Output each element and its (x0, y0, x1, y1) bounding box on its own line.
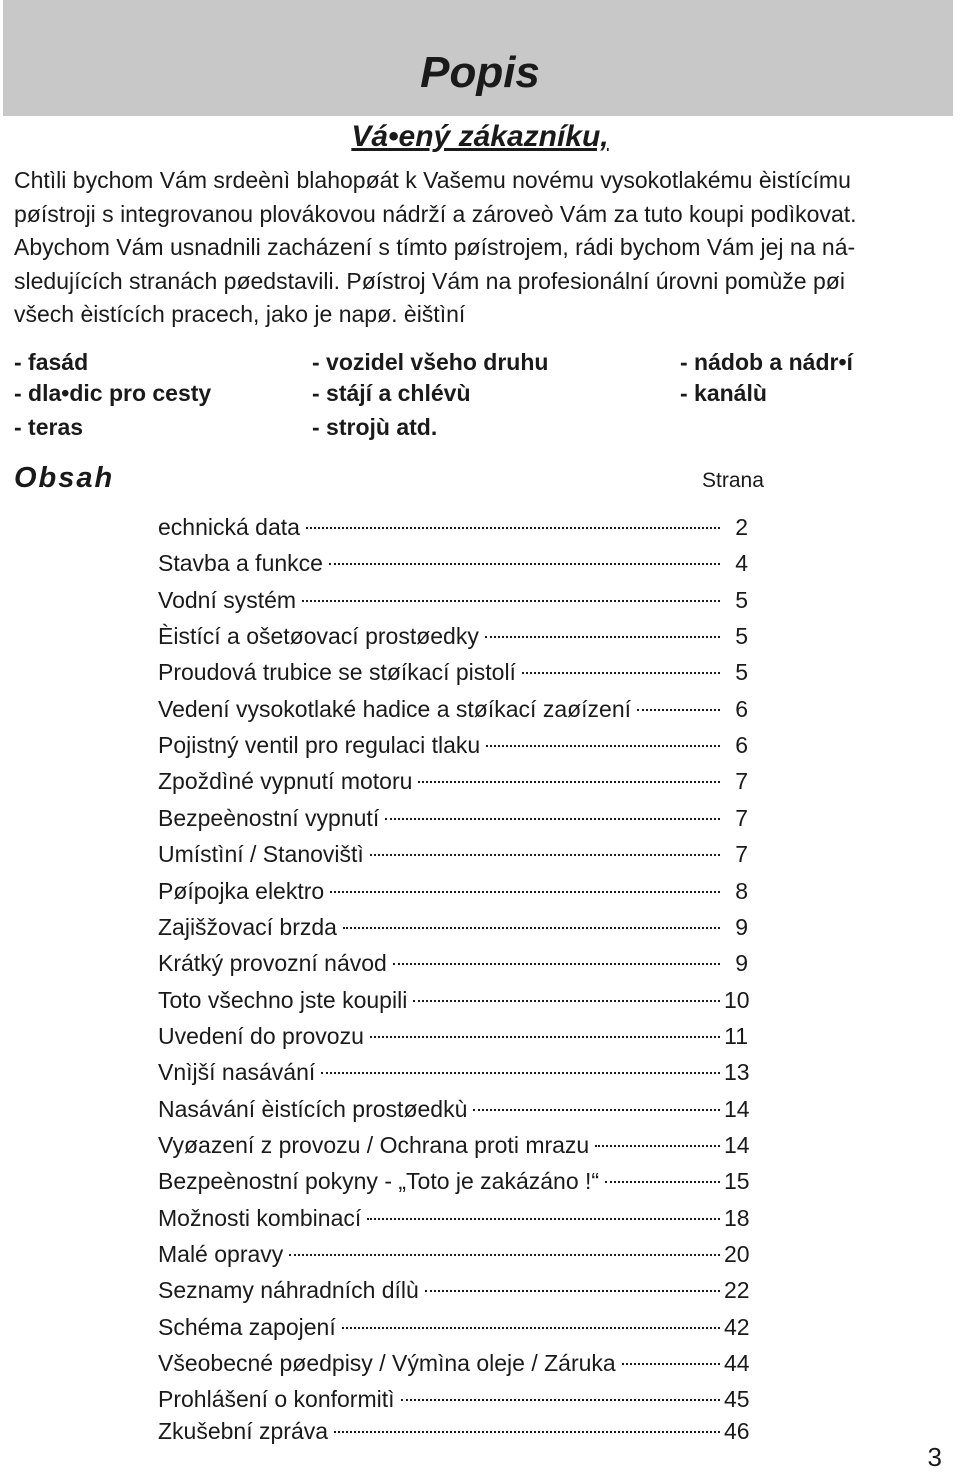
intro-line: všech èistících pracech, jako je napø. èištìní (14, 301, 466, 327)
toc-leader-dots (302, 600, 720, 602)
toc-entry-title: Nasávání èistících prostøedkù (158, 1095, 468, 1122)
toc-leader-dots (367, 1218, 720, 1220)
toc-entry-page: 2 (735, 514, 748, 540)
toc-entry (158, 548, 748, 578)
toc-entry-title: Umístìní / Stanovištì (158, 841, 364, 868)
toc-leader-dots (637, 709, 720, 711)
toc-entry-page: 5 (735, 586, 748, 613)
intro-text (14, 164, 944, 332)
toc-leader-dots (330, 891, 720, 893)
toc-leader-dots (289, 1254, 720, 1256)
toc-leader-dots (401, 1399, 720, 1401)
toc-entry-page: 5 (735, 623, 748, 650)
intro-line: Chtìli bychom Vám srdeènì blahopøát k Vašemu novému vysokotlakému èistícímu (14, 167, 851, 193)
toc-leader-dots (413, 1000, 720, 1002)
toc-entry-title: Èistící a ošetøovací prostøedky (158, 623, 479, 650)
toc-entry-title: Zpoždìné vypnutí motoru (158, 768, 413, 795)
toc-entry-title: Schéma zapojení (158, 1313, 336, 1340)
toc-leader-dots (393, 963, 720, 965)
toc-entry-page: 46 (724, 1417, 750, 1444)
intro-line: sledujících stranách pøedstavili. Pøístroj Vám na profesionální úrovni pomùže pøi (14, 267, 845, 294)
toc-entry-page: 10 (724, 986, 750, 1013)
use-item: - teras (14, 414, 84, 440)
toc-entry-title: Toto všechno jste koupili (158, 986, 408, 1013)
toc-leader-dots (485, 636, 720, 638)
toc-leader-dots (486, 745, 720, 747)
toc-entry-title: Uvedení do provozu (158, 1022, 364, 1049)
intro-line: pøístroji s integrovanou plovákovou nádrží a zároveò Vám za tuto koupi podìkovat. (14, 200, 857, 227)
toc-entry (158, 839, 748, 869)
toc-leader-dots (425, 1290, 720, 1292)
toc-entry-title: Krátký provozní návod (158, 950, 387, 977)
toc-entry-title: Vodní systém (158, 586, 297, 613)
intro-paragraph-1 (14, 164, 944, 231)
toc-entry-title: Seznamy náhradních dílù (158, 1277, 419, 1304)
toc-entry-title: Bezpeènostní pokyny - „Toto je zakázáno !“ (158, 1168, 600, 1195)
toc-entry (158, 948, 748, 978)
toc-entry (158, 694, 748, 724)
toc-entry-title: Pøípojka elektro (158, 877, 325, 904)
toc-entry (158, 1312, 748, 1342)
toc-entry (158, 621, 748, 651)
toc-leader-dots (342, 1327, 720, 1329)
use-item: - nádob a nádr•í (680, 349, 853, 375)
toc-entry-page: 13 (724, 1059, 750, 1086)
toc-entry-page: 44 (724, 1350, 750, 1377)
toc-entry-page: 9 (735, 950, 748, 977)
use-item: - strojù atd. (312, 414, 438, 440)
toc-entry-page: 6 (735, 695, 748, 722)
toc-entry-title: Pojistný ventil pro regulaci tlaku (158, 732, 481, 759)
toc-entry (158, 1021, 748, 1051)
toc-entry (158, 1094, 748, 1124)
toc-entry (158, 803, 748, 833)
toc-leader-dots (522, 672, 720, 674)
toc-entry-page: 5 (735, 659, 748, 686)
toc-entry-title: Všeobecné pøedpisy / Výmìna oleje / Záruka (158, 1350, 616, 1377)
toc-entry (158, 1166, 748, 1196)
toc-entry-page: 14 (724, 1131, 750, 1158)
toc-leader-dots (385, 818, 720, 820)
toc-entry-page: 7 (735, 841, 748, 868)
toc-leader-dots (418, 781, 720, 783)
toc-leader-dots (334, 1431, 720, 1433)
toc-entry-title: Vyøazení z provozu / Ochrana proti mrazu (158, 1131, 590, 1158)
use-item: - fasád (14, 349, 89, 375)
toc-entry-page: 22 (724, 1277, 750, 1304)
toc-entry (158, 730, 748, 760)
toc-entry-page: 7 (735, 804, 748, 831)
use-item: - dla•dic pro cesty (14, 380, 212, 406)
page-number: 3 (927, 1442, 942, 1472)
toc-entry-page: 45 (724, 1386, 750, 1413)
toc-entry (158, 512, 748, 542)
toc-entry (158, 1384, 748, 1414)
toc-entry-page: 15 (724, 1168, 750, 1195)
intro-paragraph-2 (14, 231, 944, 332)
toc-entry (158, 1275, 748, 1305)
toc-entry (158, 1130, 748, 1160)
toc-heading: Obsah (14, 462, 115, 494)
toc-entry-title: Vnìjší nasávání (158, 1059, 316, 1086)
toc-entry-page: 11 (724, 1022, 748, 1049)
toc-leader-dots (306, 527, 720, 529)
toc-entry-page: 8 (735, 877, 748, 904)
toc-entry (158, 1203, 748, 1233)
toc-entry (158, 985, 748, 1015)
toc-entry-page: 4 (735, 550, 748, 577)
toc-entry-title: Prohlášení o konformitì (158, 1386, 395, 1413)
greeting: Vá•ený zákazníku, (351, 120, 609, 153)
use-item: - kanálù (680, 380, 767, 406)
toc-entry (158, 585, 748, 615)
toc-entry (158, 876, 748, 906)
use-item: - vozidel všeho druhu (312, 349, 549, 375)
toc-entry (158, 912, 748, 942)
toc-entry-title: Zajišžovací brzda (158, 913, 337, 940)
intro-line: Abychom Vám usnadnili zacházení s tímto pøístrojem, rádi bychom Vám jej na ná- (14, 234, 856, 260)
toc-leader-dots (622, 1363, 720, 1365)
toc-entry-page: 20 (724, 1241, 750, 1267)
toc-entry-page: 14 (724, 1095, 750, 1122)
toc-leader-dots (329, 563, 720, 565)
toc-leader-dots (595, 1145, 720, 1147)
toc-entry (158, 1057, 748, 1087)
toc-leader-dots (473, 1109, 720, 1111)
toc-entry-title: Stavba a funkce (158, 550, 323, 577)
toc-leader-dots (605, 1181, 720, 1183)
toc-leader-dots (370, 1036, 720, 1038)
toc-leader-dots (370, 854, 720, 856)
toc-entry (158, 1416, 748, 1446)
toc-entry (158, 1239, 748, 1269)
toc-entry (158, 1348, 748, 1378)
toc-entry-page: 42 (724, 1313, 750, 1340)
toc-entry-page: 18 (724, 1204, 750, 1231)
page-title: Popis (420, 48, 540, 97)
toc-entry-title: Malé opravy (158, 1241, 284, 1267)
toc-entry-page: 9 (735, 913, 748, 940)
toc-entry-title: Proudová trubice se støíkací pistolí (158, 659, 516, 686)
toc-entry-page: 6 (735, 732, 748, 759)
toc-entry-title: echnická data (158, 514, 300, 540)
toc-leader-dots (321, 1072, 720, 1074)
toc-entry (158, 766, 748, 796)
toc-entry (158, 657, 748, 687)
toc-page-column-label: Strana (702, 469, 764, 492)
use-item: - stájí a chlévù (312, 380, 471, 406)
toc-entry-title: Zkušební zpráva (158, 1417, 329, 1444)
toc-entry-title: Vedení vysokotlaké hadice a støíkací zaøízení (158, 695, 632, 722)
toc-entry-title: Bezpeènostní vypnutí (158, 804, 380, 831)
toc-entry-title: Možnosti kombinací (158, 1204, 362, 1231)
toc-leader-dots (343, 927, 720, 929)
toc-entry-page: 7 (735, 768, 748, 795)
